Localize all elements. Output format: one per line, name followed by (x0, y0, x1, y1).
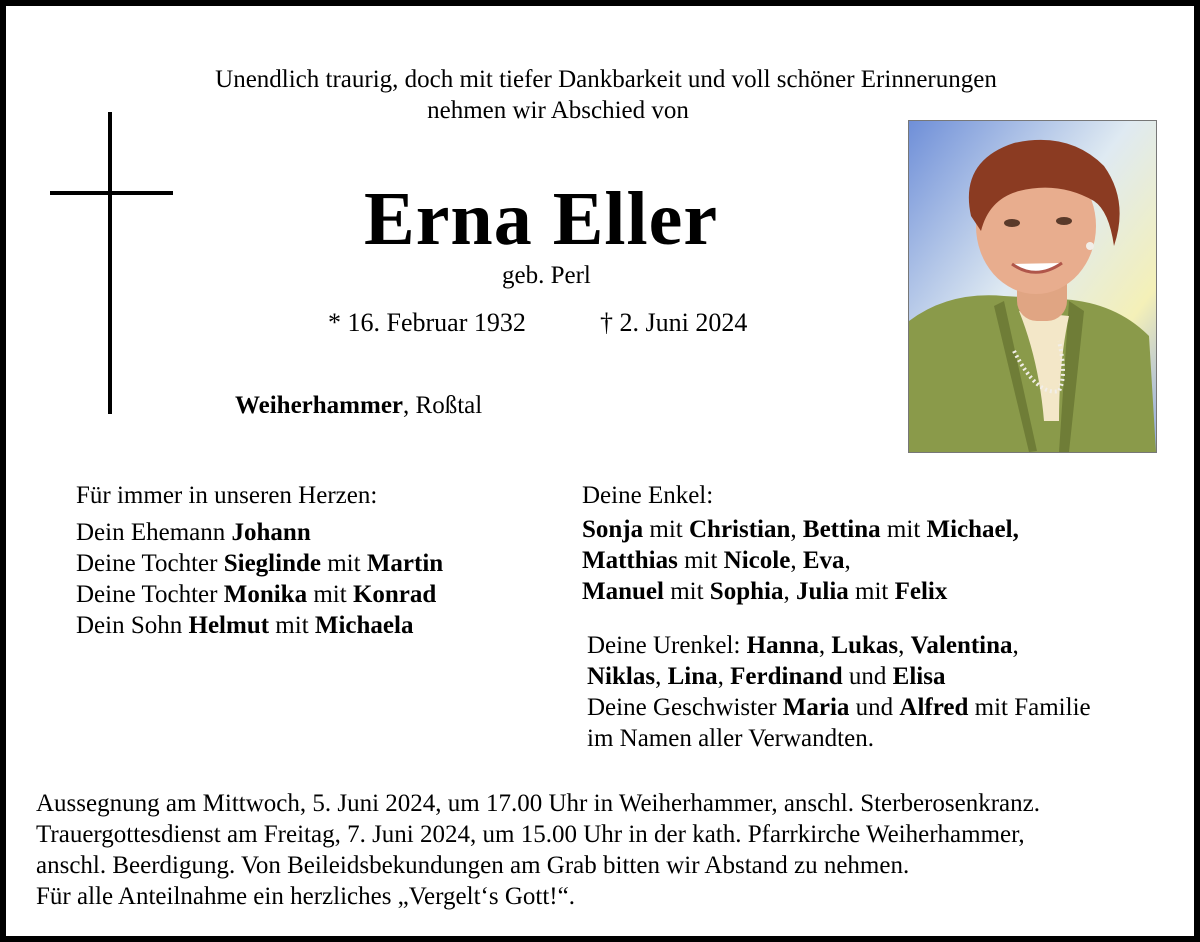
name-text: Lukas (831, 632, 899, 659)
line-text: mit (848, 578, 895, 605)
great-grandchildren-block (587, 630, 1091, 754)
grandchildren-line (582, 576, 1019, 607)
portrait-illustration (909, 121, 1156, 452)
name-text: Ferdinand (730, 663, 843, 690)
family-left-block (76, 480, 443, 641)
line-text: Dein Ehemann (76, 519, 232, 546)
name-text: Niklas (587, 663, 656, 690)
line-text: , (898, 632, 911, 659)
line-text: mit (677, 547, 724, 574)
name-text: Bettina (802, 516, 881, 543)
line-text: Deine Tochter (76, 581, 224, 608)
line-text: mit (320, 550, 367, 577)
cross-icon-vertical (108, 112, 112, 414)
name-text: Monika (223, 581, 308, 608)
name-text: Maria (782, 694, 850, 721)
deceased-name: Erna Eller (364, 177, 719, 261)
great-grandchildren-line (587, 661, 1091, 692)
line-text: und (849, 694, 900, 721)
name-text: Elisa (892, 663, 946, 690)
name-text: Matthias (582, 547, 678, 574)
great-grandchildren-line (587, 630, 1091, 661)
line-text: , (818, 632, 832, 659)
family-line (76, 517, 443, 548)
service-line: Aussegnung am Mittwoch, 5. Juni 2024, um 17.00 Uhr in Weiherhammer, anschl. Sterberosenkranz. (36, 790, 1040, 817)
name-text: Julia (795, 578, 849, 605)
family-line (76, 579, 443, 610)
death-date: † 2. Juni 2024 (600, 308, 748, 337)
line-text: mit (643, 516, 689, 543)
line-text: mit (269, 612, 315, 639)
birth-name: geb. Perl (502, 262, 591, 289)
line-text: Deine Tochter (76, 550, 224, 577)
line-text: mit (307, 581, 353, 608)
service-info (36, 788, 1040, 912)
line-text: im Namen aller Verwandten. (587, 725, 874, 752)
line-text: mit (663, 578, 710, 605)
intro-line-1: Unendlich traurig, doch mit tiefer Dankbarkeit und voll schöner Erinnerungen (215, 66, 997, 93)
name-text: Konrad (352, 581, 437, 608)
line-text: Deine Urenkel: (587, 632, 747, 659)
grandchildren-block (582, 480, 1019, 607)
family-line (76, 610, 443, 641)
line-text: , (790, 516, 803, 543)
name-text: Alfred (899, 694, 969, 721)
line-text: mit Familie (968, 694, 1091, 721)
place-main: Weiherhammer (235, 392, 404, 419)
line-text: und (842, 663, 893, 690)
cross-icon-horizontal (50, 191, 173, 195)
places (235, 392, 482, 420)
name-text: Sophia (709, 578, 784, 605)
line-text: , (717, 663, 731, 690)
service-line: anschl. Beerdigung. Von Beileidsbekundungen am Grab bitten wir Abstand zu nehmen. (36, 852, 910, 879)
service-line: Für alle Anteilnahme ein herzliches „Vergelt‘s Gott!“. (36, 883, 575, 910)
line-text: , (655, 663, 668, 690)
line-text: , (783, 578, 796, 605)
siblings-line (587, 692, 1091, 723)
family-line (76, 548, 443, 579)
name-text: Valentina (910, 632, 1013, 659)
birth-date: * 16. Februar 1932 (328, 308, 526, 337)
name-text: Sieglinde (223, 550, 321, 577)
name-text: Manuel (582, 578, 664, 605)
line-text: , (1012, 632, 1019, 659)
line-text: , (790, 547, 803, 574)
name-text: Michaela (314, 612, 414, 639)
name-text: Martin (366, 550, 444, 577)
name-text: Michael, (926, 516, 1019, 543)
relatives-line (587, 723, 1091, 754)
name-text: Sonja (582, 516, 644, 543)
family-heading: Für immer in unseren Herzen: (76, 482, 378, 509)
name-text: Helmut (188, 612, 270, 639)
place-rest: , Roßtal (403, 392, 483, 419)
portrait-photo (908, 120, 1157, 453)
name-text: Eva (802, 547, 845, 574)
name-text: Felix (894, 578, 948, 605)
intro-text (6, 64, 1200, 126)
line-text: Deine Geschwister (587, 694, 783, 721)
name-text: Hanna (746, 632, 819, 659)
name-text: Christian (688, 516, 791, 543)
service-line: Trauergottesdienst am Freitag, 7. Juni 2024, um 15.00 Uhr in der kath. Pfarrkirche Weiherhammer, (36, 821, 1025, 848)
line-text: mit (880, 516, 927, 543)
name-text: Nicole (723, 547, 791, 574)
grandchildren-heading: Deine Enkel: (582, 482, 714, 509)
name-text: Johann (231, 519, 311, 546)
grandchildren-line (582, 545, 1019, 576)
line-text: , (844, 547, 851, 574)
grandchildren-line (582, 514, 1019, 545)
name-text: Lina (667, 663, 718, 690)
intro-line-2: nehmen wir Abschied von (427, 97, 689, 124)
line-text: Dein Sohn (76, 612, 189, 639)
